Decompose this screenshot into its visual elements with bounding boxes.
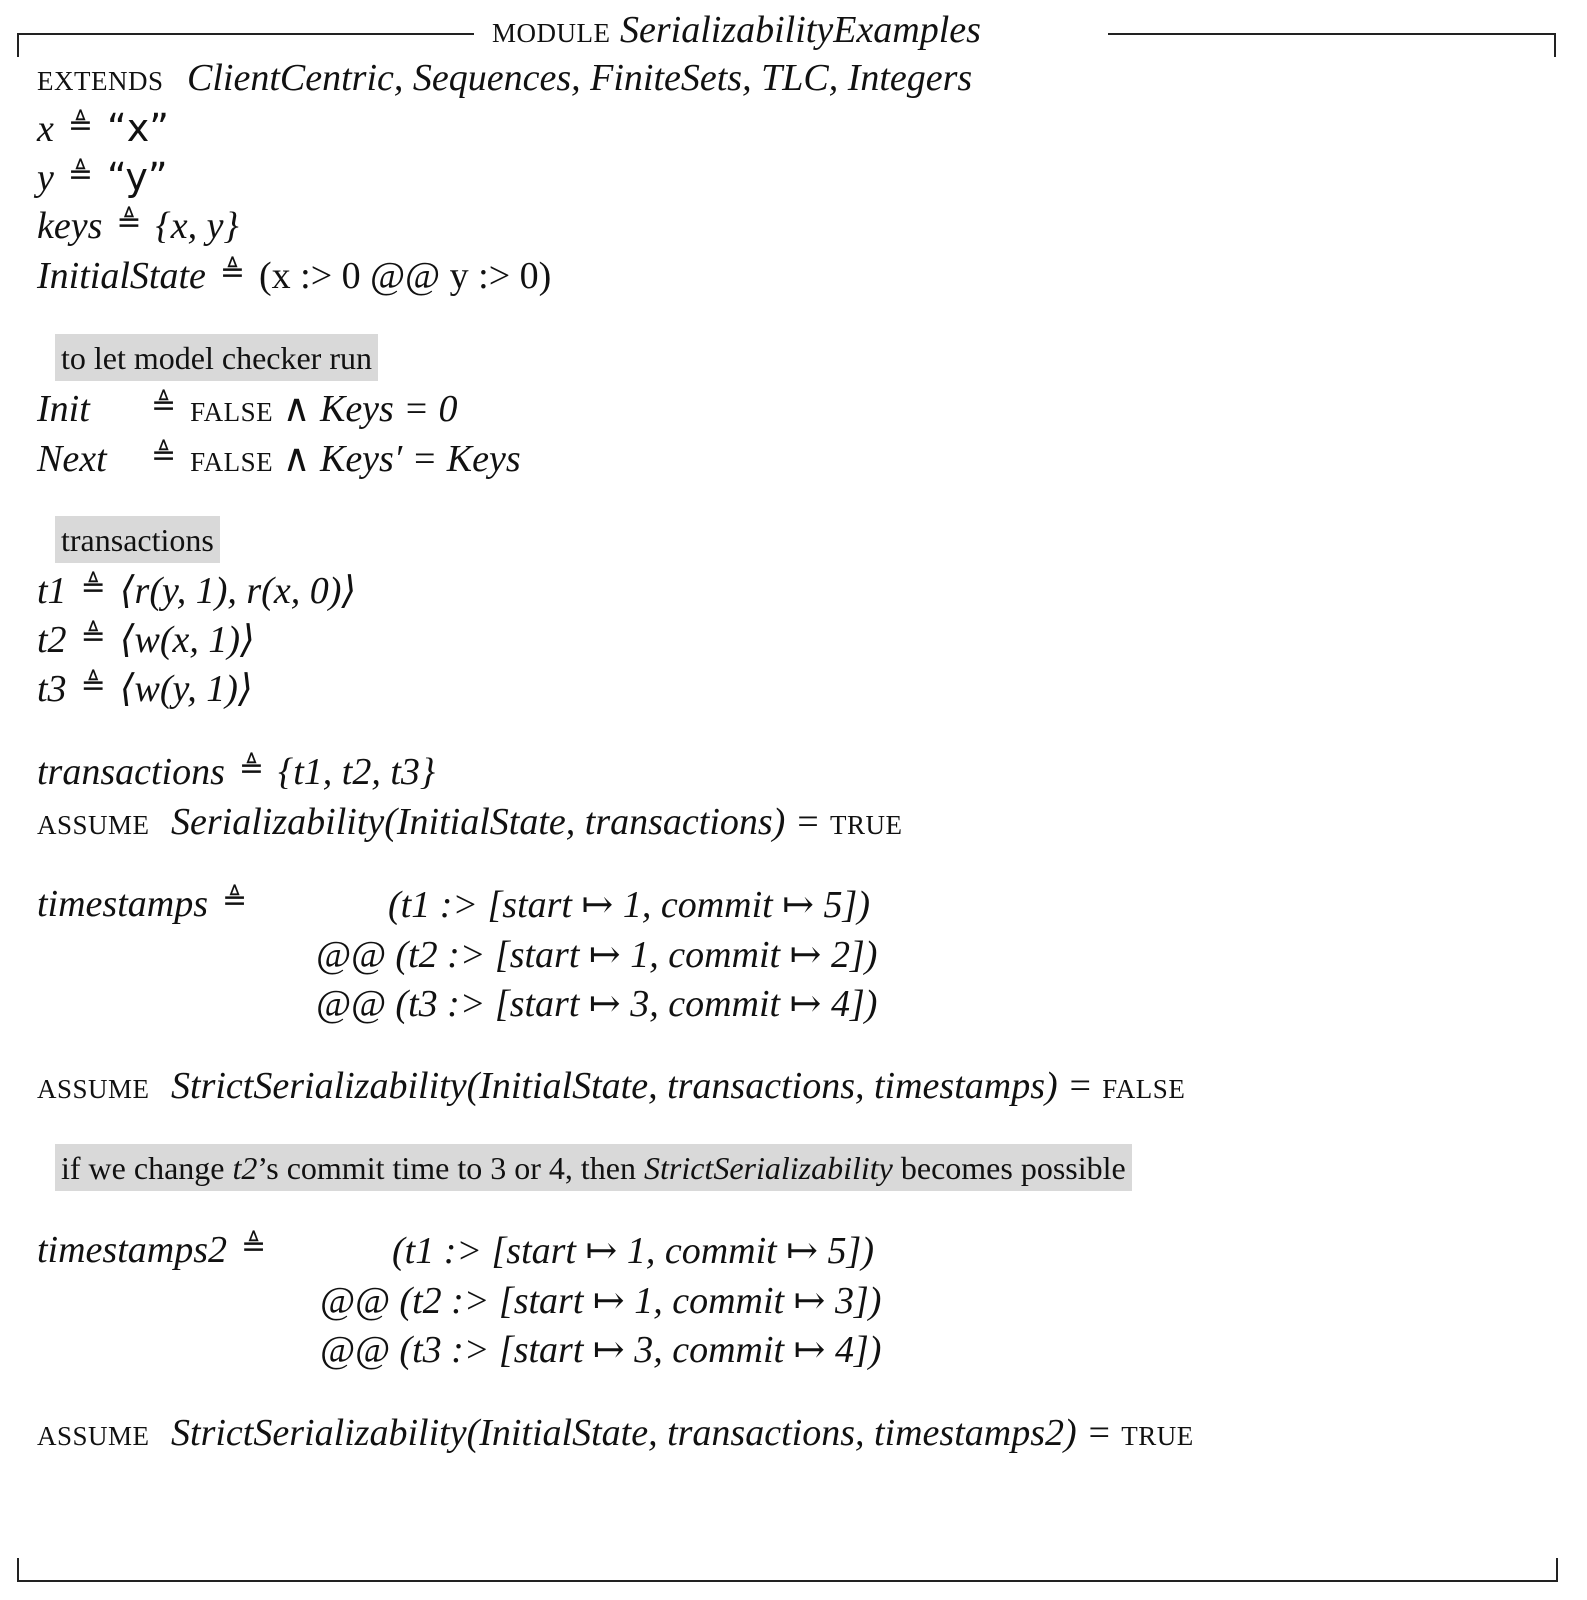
timestamps-row: @@ (t3 :> [start ↦ 3, commit ↦ 4]) bbox=[316, 983, 878, 1025]
def-transactions-value: {t1, t2, t3} bbox=[278, 751, 436, 793]
extends-keyword: extends bbox=[37, 57, 164, 99]
assume-strict-true bbox=[37, 1411, 1194, 1455]
def-t1-name: t1 bbox=[37, 570, 67, 612]
def-timestamps-name: timestamps bbox=[37, 883, 208, 925]
def-t1-value: ⟨r(y, 1), r(x, 0)⟩ bbox=[119, 570, 357, 612]
assume-result: true bbox=[1121, 1412, 1194, 1454]
assume-keyword: assume bbox=[37, 801, 150, 843]
timestamps2-row: @@ (t3 :> [start ↦ 3, commit ↦ 4]) bbox=[320, 1329, 882, 1371]
comment-text-t2: t2 bbox=[232, 1150, 258, 1186]
timestamps-row: @@ (t2 :> [start ↦ 1, commit ↦ 2]) bbox=[316, 934, 878, 976]
def-next-rest: ∧ Keys′ = Keys bbox=[282, 438, 521, 480]
comment-text-mid: ’s commit time to 3 or 4, then bbox=[257, 1150, 636, 1186]
def-init-false: false bbox=[190, 388, 274, 430]
def-symbol: ≜ bbox=[151, 438, 177, 473]
assume-expression: StrictSerializability(InitialState, transactions, timestamps) = bbox=[171, 1065, 1093, 1107]
def-init-name: Init bbox=[37, 388, 90, 430]
def-initial-state-value: (x :> 0 @@ y :> 0) bbox=[259, 255, 552, 297]
def-init-rest: ∧ Keys = 0 bbox=[282, 388, 458, 430]
comment-commit-time bbox=[55, 1144, 1132, 1191]
def-transactions-name: transactions bbox=[37, 751, 225, 793]
def-symbol: ≜ bbox=[241, 1229, 267, 1264]
def-symbol: ≜ bbox=[219, 255, 246, 290]
extends-list: ClientCentric, Sequences, FiniteSets, TLC, Integers bbox=[187, 57, 973, 99]
comment-text-pre: if we change bbox=[61, 1150, 225, 1186]
timestamps-row: (t1 :> [start ↦ 1, commit ↦ 5]) bbox=[388, 884, 870, 926]
assume-expression: StrictSerializability(InitialState, transactions, timestamps2) = bbox=[171, 1412, 1112, 1454]
def-t3-value: ⟨w(y, 1)⟩ bbox=[119, 668, 253, 710]
def-t2-value: ⟨w(x, 1)⟩ bbox=[119, 619, 255, 661]
def-x-name: x bbox=[37, 108, 54, 150]
def-t2-name: t2 bbox=[37, 619, 67, 661]
def-timestamps2-name: timestamps2 bbox=[37, 1229, 227, 1271]
def-symbol: ≜ bbox=[80, 668, 106, 703]
def-keys-value: {x, y} bbox=[155, 205, 239, 247]
assume-result: false bbox=[1102, 1065, 1186, 1107]
def-y bbox=[37, 155, 168, 200]
def-symbol: ≜ bbox=[116, 205, 142, 240]
extends-line bbox=[37, 56, 972, 100]
comment-model-checker: to let model checker run bbox=[55, 334, 378, 381]
def-symbol: ≜ bbox=[80, 570, 106, 605]
assume-result: true bbox=[829, 801, 903, 843]
timestamps2-row: @@ (t2 :> [start ↦ 1, commit ↦ 3]) bbox=[320, 1280, 882, 1322]
def-t2 bbox=[37, 617, 255, 662]
assume-serializability bbox=[37, 800, 902, 844]
def-symbol: ≜ bbox=[80, 619, 106, 654]
assume-expression: Serializability(InitialState, transactions) = bbox=[171, 801, 821, 843]
module-frame-top-left bbox=[17, 33, 474, 57]
timestamps2-row: (t1 :> [start ↦ 1, commit ↦ 5]) bbox=[392, 1230, 874, 1272]
module-frame-top-right bbox=[1108, 33, 1556, 57]
comment-transactions: transactions bbox=[55, 516, 220, 563]
def-keys-name: keys bbox=[37, 205, 103, 247]
def-initial-state bbox=[37, 254, 551, 298]
def-next-false: false bbox=[190, 438, 274, 480]
def-next-name: Next bbox=[37, 438, 107, 480]
comment-text-ss: StrictSerializability bbox=[643, 1150, 893, 1186]
assume-keyword: assume bbox=[37, 1412, 150, 1454]
def-x bbox=[37, 106, 169, 151]
def-symbol: ≜ bbox=[222, 883, 248, 918]
def-t3-name: t3 bbox=[37, 668, 67, 710]
def-x-value: “x” bbox=[107, 106, 169, 150]
def-symbol: ≜ bbox=[67, 108, 94, 143]
assume-strict-false bbox=[37, 1064, 1185, 1108]
def-symbol: ≜ bbox=[238, 751, 265, 786]
module-keyword: module bbox=[492, 9, 611, 51]
module-frame-bottom bbox=[17, 1558, 1558, 1582]
def-keys bbox=[37, 204, 239, 248]
def-y-name: y bbox=[37, 157, 54, 199]
def-next bbox=[37, 436, 521, 481]
module-header bbox=[492, 8, 981, 52]
def-timestamps bbox=[37, 882, 261, 926]
def-initial-state-name: InitialState bbox=[37, 255, 206, 297]
def-symbol: ≜ bbox=[67, 157, 94, 192]
def-y-value: “y” bbox=[107, 155, 168, 199]
def-transactions bbox=[37, 750, 435, 794]
def-init bbox=[37, 386, 457, 431]
def-symbol: ≜ bbox=[151, 388, 177, 423]
assume-keyword: assume bbox=[37, 1065, 150, 1107]
def-timestamps2 bbox=[37, 1228, 280, 1272]
def-t1 bbox=[37, 568, 356, 613]
comment-text-post: becomes possible bbox=[900, 1150, 1126, 1186]
def-t3 bbox=[37, 666, 253, 711]
module-name: SerializabilityExamples bbox=[620, 9, 981, 51]
